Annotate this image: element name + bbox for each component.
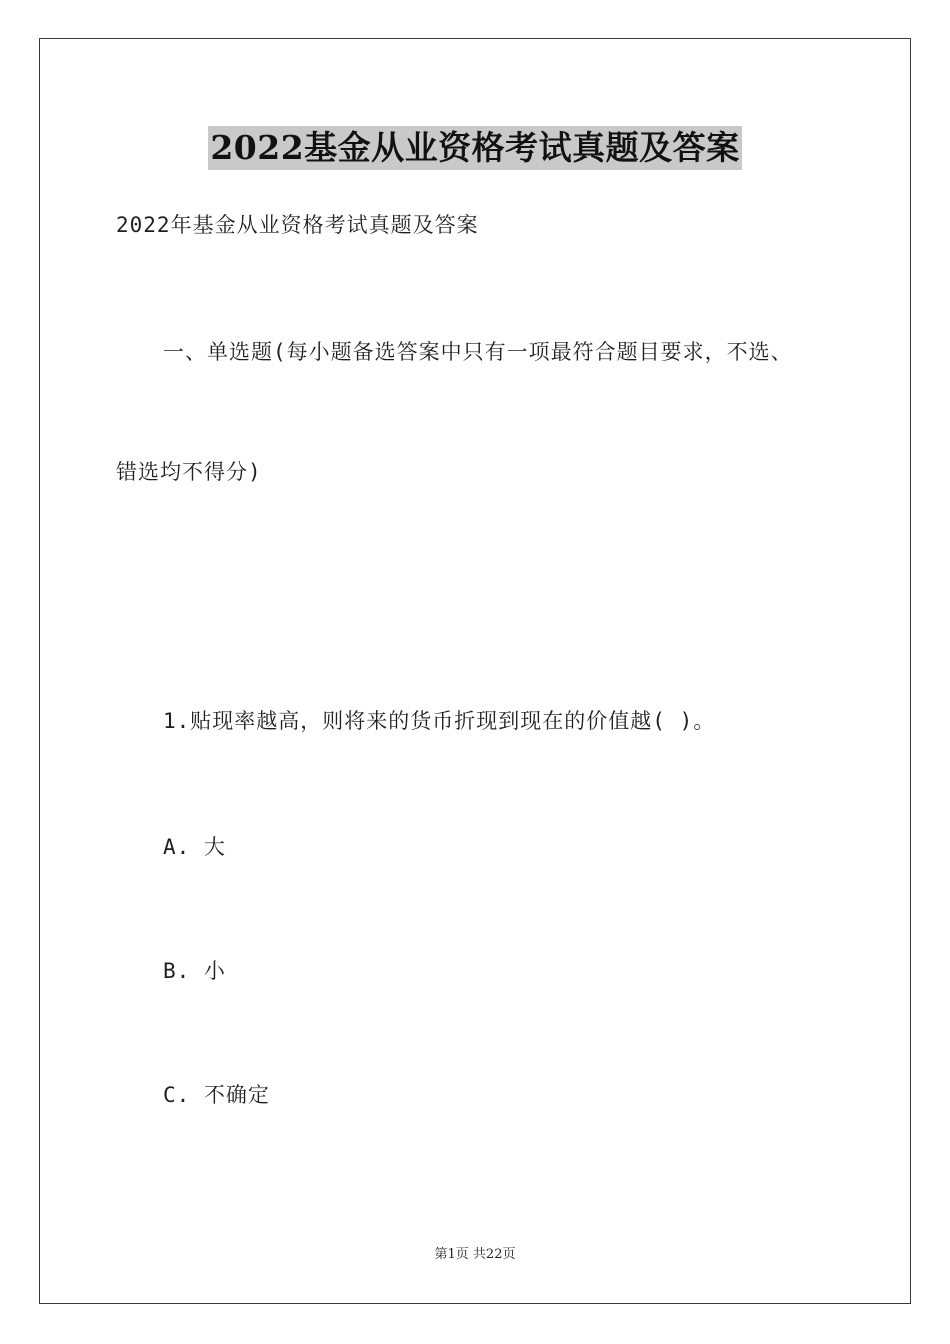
question-1-option-a: A. 大 (163, 835, 226, 859)
title-container (0, 126, 950, 170)
section-header-line-1: 一、单选题(每小题备选答案中只有一项最符合题目要求，不选、 (163, 340, 793, 364)
page-footer: 第1页 共22页 (434, 1247, 516, 1262)
document-title: 2022基金从业资格考试真题及答案 (208, 126, 741, 170)
question-1-option-c: C. 不确定 (163, 1083, 270, 1107)
section-header-line-2: 错选均不得分) (116, 460, 262, 484)
question-1-option-b: B. 小 (163, 959, 226, 983)
document-subtitle: 2022年基金从业资格考试真题及答案 (116, 213, 479, 237)
question-1-text: 1.贴现率越高，则将来的货币折现到现在的价值越( )。 (163, 709, 716, 733)
